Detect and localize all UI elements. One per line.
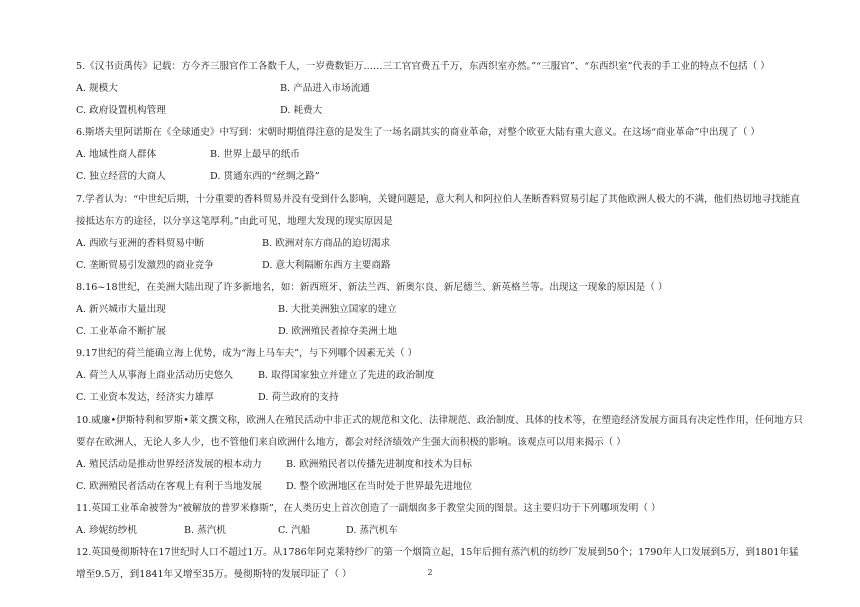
question-8-options (76, 299, 806, 321)
question-12-stem: 12.英国曼彻斯特在17世纪时人口不超过1万。从1786年阿克莱特纱厂的第一个烟筒立起，15年后拥有蒸汽机的纺纱厂发展到50个；1790年人口发展到5万，到1801年猛增至9.5万，到1841年又增至35万。曼彻斯特的发展印证了（ ） (76, 547, 799, 581)
option-d: D. 整个欧洲地区在当时处于世界最先进地位 (286, 480, 473, 492)
option-a: A. 珍妮纺纱机 (76, 524, 137, 536)
option-a: A. 新兴城市大量出现 (76, 304, 166, 316)
option-d: D. 蒸汽机车 (346, 524, 398, 536)
option-b: B. 取得国家独立并建立了先进的政治制度 (258, 370, 435, 382)
question-10-options-2 (76, 476, 806, 498)
question-9-stem: 9.17世纪的荷兰能确立海上优势，成为“海上马车夫”，与下列哪个因素无关（ ） (76, 348, 418, 360)
option-a: A. 殖民活动是推动世界经济发展的根本动力 (76, 458, 262, 470)
option-a: A. 地域性商人群体 (76, 149, 157, 161)
question-11-options (76, 520, 806, 542)
option-b: B. 欧洲殖民者以传播先进制度和技术为目标 (286, 458, 472, 470)
option-c: C. 欧洲殖民者活动在客观上有利于当地发展 (76, 480, 262, 492)
option-c: C. 工业资本发达，经济实力雄厚 (76, 392, 214, 404)
option-d: D. 耗费大 (280, 105, 323, 117)
option-c: C. 政府设置机构管理 (76, 105, 166, 117)
option-d: D. 欧洲殖民者掠夺美洲土地 (278, 326, 397, 338)
question-7-stem: 7.学者认为：“中世纪后期，十分重要的香料贸易并没有受到什么影响，关键问题是，意大利人和阿拉伯人垄断香料贸易引起了其他欧洲人极大的不满，他们热切地寻找能直接抵达东方的途径，以分享这笔厚利。”由此可见，地理大发现的现实原因是 (76, 193, 800, 227)
question-10-stem: 10.威廉•伊斯特利和罗斯•莱文撰文称，欧洲人在殖民活动中非正式的规范和文化、法律规范、政治制度、具体的技术等，在塑造经济发展方面具有决定性作用，任何地方只要存在欧洲人，无论人多人少，也不管他们来自欧洲什么地方，都会对经济绩效产生强大而积极的影响。该观点可以用来揭示（ ） (76, 414, 803, 448)
option-b: B. 产品进入市场流通 (280, 83, 370, 95)
question-9-options (76, 365, 806, 387)
question-5-options (76, 78, 806, 100)
option-c: C. 独立经营的大商人 (76, 171, 166, 183)
question-9-options-2 (76, 387, 806, 409)
question-10-options (76, 454, 806, 476)
option-c: C. 工业革命不断扩展 (76, 326, 166, 338)
question-5-stem: 5.《汉书贡禹传》记载：方今齐三服官作工各数千人，一岁费数钜万……三工官官费五千万，东西织室亦然。”“三服官”、“东西织室”代表的手工业的特点不包括（ ） (76, 61, 770, 72)
option-b: B. 欧洲对东方商品的迫切渴求 (262, 237, 391, 249)
option-b: B. 世界上最早的纸币 (210, 149, 300, 161)
option-d: D. 意大利隔断东西方主要商路 (262, 259, 391, 271)
option-a: A. 规模大 (76, 83, 118, 95)
question-6-options-2 (76, 166, 806, 188)
question-6-stem: 6.斯塔夫里阿诺斯在《全球通史》中写到：宋朝时期值得注意的是发生了一场名副其实的商业革命，对整个欧亚大陆有重大意义。在这场“商业革命”中出现了（ ） (76, 127, 760, 139)
question-7-options (76, 233, 806, 255)
question-11-stem: 11.英国工业革命被誉为“被解放的普罗米修斯”，在人类历史上首次创造了一副烟囱多于教堂尖顶的图景。这主要归功于下列哪项发明（ ） (76, 502, 661, 514)
option-c: C. 垄断贸易引发激烈的商业竞争 (76, 259, 214, 271)
option-b: B. 蒸汽机 (184, 524, 226, 536)
option-a: A. 荷兰人从事海上商业活动历史悠久 (76, 370, 233, 382)
option-a: A. 西欧与亚洲的香料贸易中断 (76, 237, 205, 249)
page-number: 2 (427, 568, 433, 577)
option-d: D. 贯通东西的“丝绸之路” (210, 171, 320, 183)
question-6-options (76, 144, 806, 166)
question-list (76, 56, 806, 586)
option-c: C. 汽船 (278, 524, 311, 536)
option-b: B. 大批美洲独立国家的建立 (278, 304, 397, 316)
question-8-options-2 (76, 321, 806, 343)
question-5-options-2 (76, 100, 806, 122)
option-d: D. 荷兰政府的支持 (258, 392, 339, 404)
question-7-options-2 (76, 255, 806, 277)
question-8-stem: 8.16~18世纪，在美洲大陆出现了许多新地名，如：新西班牙、新法兰西、新奥尔良、新尼德兰、新英格兰等。出现这一现象的原因是（ ） (76, 281, 668, 293)
